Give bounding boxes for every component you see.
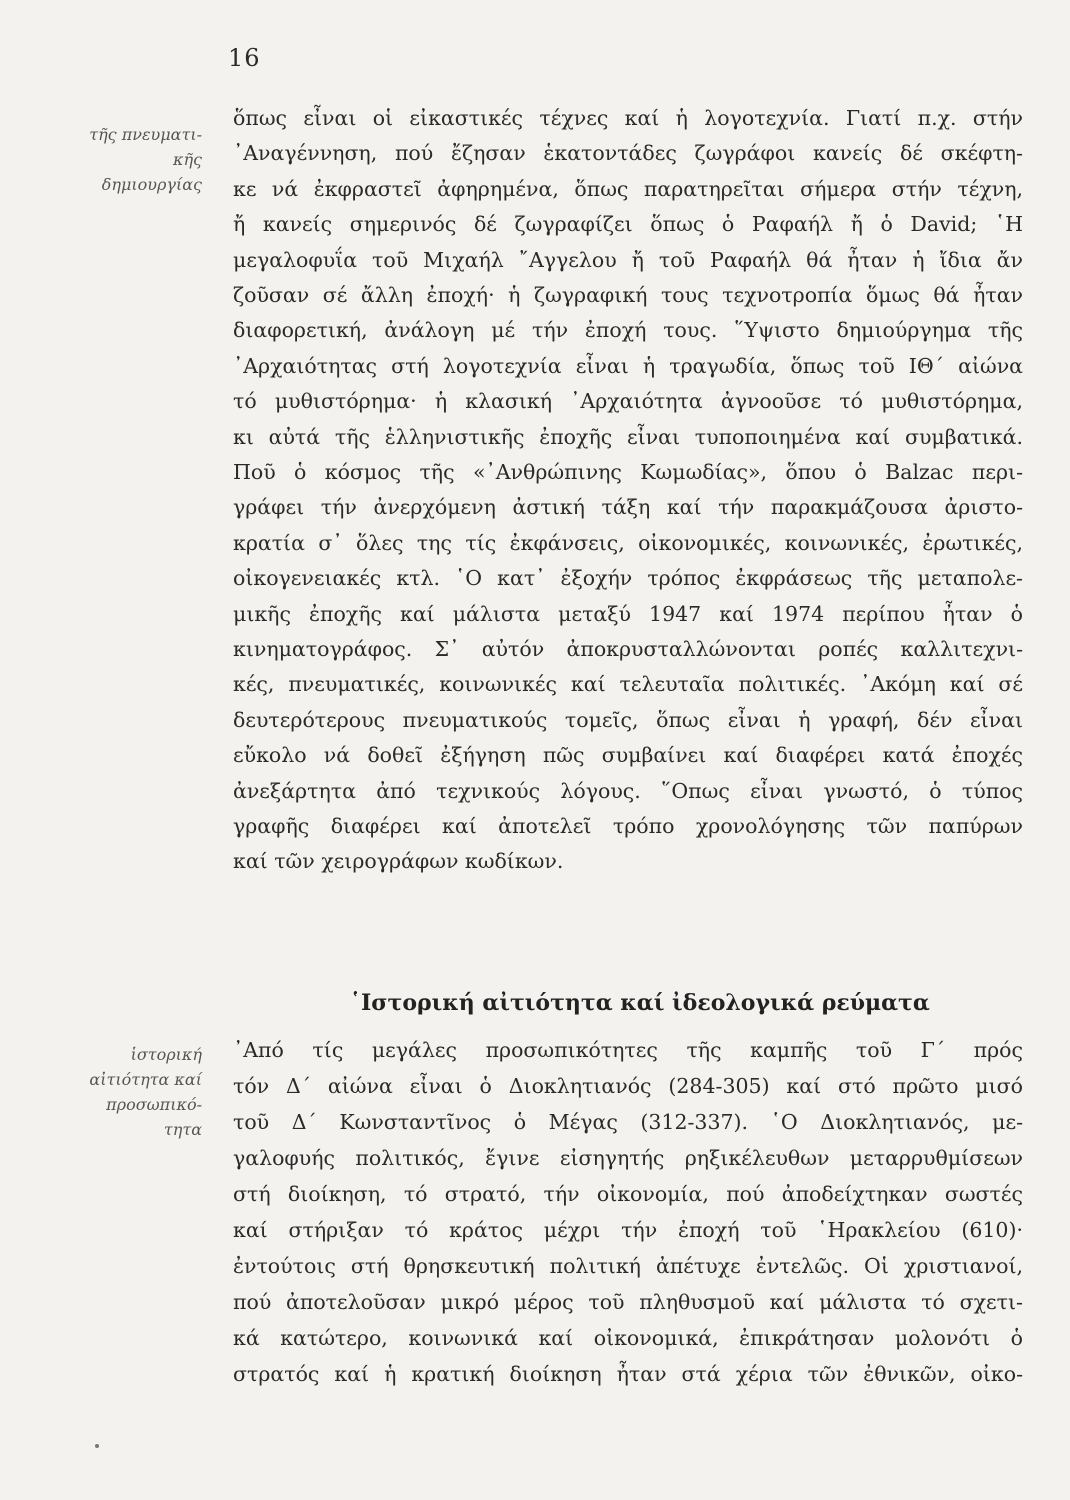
text-line: κινηματογράφος. Σ᾿ αὐτόν ἀποκρυσταλλώνονται ροπές καλλιτεχνι- bbox=[233, 637, 1023, 661]
margin-note-line: δημιουργίας bbox=[101, 175, 202, 194]
text-line: στρατός καί ἡ κρατική διοίκηση ἦταν στά χέρια τῶν ἐθνικῶν, οἰκο- bbox=[233, 1362, 1023, 1386]
margin-note-spiritual-creation bbox=[52, 122, 202, 197]
page-number: 16 bbox=[228, 44, 261, 72]
section-heading: ῾Ιστορική αἰτιότητα καί ἰδεολογικά ρεύματα bbox=[350, 990, 930, 1016]
text-line: ᾿Αρχαιότητας στή λογοτεχνία εἶναι ἡ τραγωδία, ὅπως τοῦ ΙΘ΄ αἰώνα bbox=[233, 353, 1023, 378]
text-line: κά κατώτερο, κοινωνικά καί οἰκονομικά, ἐπικράτησαν μολονότι ὁ bbox=[233, 1326, 1023, 1350]
text-line: Ποῦ ὁ κόσμος τῆς «᾿Ανθρώπινης Κωμωδίας», ὅπου ὁ Balzac περι- bbox=[233, 460, 1023, 484]
text-line: στή διοίκηση, τό στρατό, τήν οἰκονομία, πού ἀποδείχτηκαν σωστές bbox=[233, 1182, 1023, 1206]
margin-note-line: ἱστορική bbox=[130, 1045, 202, 1064]
margin-note-historical-causality bbox=[52, 1042, 202, 1142]
text-line: καί τῶν χειρογράφων κωδίκων. bbox=[233, 849, 564, 874]
text-line: πού ἀποτελοῦσαν μικρό μέρος τοῦ πληθυσμοῦ καί μάλιστα τό σχετι- bbox=[233, 1290, 1023, 1314]
print-speck bbox=[95, 1444, 99, 1448]
text-line: γράφει τήν ἀνερχόμενη ἀστική τάξη καί τήν παρακμάζουσα ἀριστο- bbox=[233, 495, 1023, 520]
text-line: ᾿Αναγέννηση, πού ἔζησαν ἑκατοντάδες ζωγράφοι κανείς δέ σκέφτη- bbox=[233, 141, 1023, 166]
text-line: κές, πνευματικές, κοινωνικές καί τελευταῖα πολιτικές. ᾿Ακόμη καί σέ bbox=[233, 672, 1023, 697]
text-line: ἐντούτοις στή θρησκευτική πολιτική ἀπέτυχε ἐντελῶς. Οἱ χριστιανοί, bbox=[233, 1254, 1023, 1278]
text-line: τό μυθιστόρημα· ἡ κλασική ᾿Αρχαιότητα ἀγνοοῦσε τό μυθιστόρημα, bbox=[233, 389, 1023, 414]
text-line: κε νά ἐκφραστεῖ ἀφηρημένα, ὅπως παρατηρεῖται σήμερα στήν τέχνη, bbox=[233, 176, 1023, 201]
text-line: κρατία σ᾿ ὅλες της τίς ἐκφάνσεις, οἰκονομικές, κοινωνικές, ἐρωτικές, bbox=[233, 530, 1023, 555]
text-line: γαλοφυής πολιτικός, ἔγινε εἰσηγητής ρηξικέλευθων μεταρρυθμίσεων bbox=[233, 1146, 1023, 1170]
text-line: ζοῦσαν σέ ἄλλη ἐποχή· ἡ ζωγραφική τους τεχνοτροπία ὅμως θά ἦταν bbox=[233, 283, 1023, 307]
margin-note-line: προσωπικό- bbox=[106, 1095, 202, 1114]
text-line: μεγαλοφυΐα τοῦ Μιχαήλ ῎Αγγελου ἤ τοῦ Ραφαήλ θά ἦταν ἡ ἴδια ἄν bbox=[233, 247, 1023, 272]
text-line: ἤ κανείς σημερινός δέ ζωγραφίζει ὅπως ὁ Ραφαήλ ἤ ὁ David; ῾Η bbox=[233, 212, 1023, 237]
text-line: ὅπως εἶναι οἱ εἰκαστικές τέχνες καί ἡ λογοτεχνία. Γιατί π.χ. στήν bbox=[233, 106, 1023, 130]
text-line: τοῦ Δ΄ Κωνσταντῖνος ὁ Μέγας (312-337). ῾Ο Διοκλητιανός, με- bbox=[233, 1110, 1023, 1134]
text-line: οἰκογενειακές κτλ. ῾Ο κατ᾿ ἐξοχήν τρόπος ἐκφράσεως τῆς μεταπολε- bbox=[233, 566, 1023, 591]
margin-note-line: τῆς πνευματι- bbox=[89, 125, 202, 144]
text-line: ᾿Από τίς μεγάλες προσωπικότητες τῆς καμπῆς τοῦ Γ΄ πρός bbox=[233, 1038, 1023, 1062]
margin-note-line: αἰτιότητα καί bbox=[89, 1070, 202, 1089]
margin-note-line: κῆς bbox=[172, 150, 202, 169]
text-line: διαφορετική, ἀνάλογη μέ τήν ἐποχή τους. ῞Υψιστο δημιούργημα τῆς bbox=[233, 318, 1023, 343]
margin-note-line: τητα bbox=[163, 1120, 202, 1139]
text-line: γραφῆς διαφέρει καί ἀποτελεῖ τρόπο χρονολόγησης τῶν παπύρων bbox=[233, 814, 1023, 838]
text-line: καί στήριξαν τό κράτος μέχρι τήν ἐποχή τοῦ ῾Ηρακλείου (610)· bbox=[233, 1218, 1023, 1242]
text-line: ἀνεξάρτητα ἀπό τεχνικούς λόγους. ῞Οπως εἶναι γνωστό, ὁ τύπος bbox=[233, 778, 1023, 803]
text-line: τόν Δ΄ αἰώνα εἶναι ὁ Διοκλητιανός (284-305) καί στό πρῶτο μισό bbox=[233, 1074, 1023, 1098]
text-line: κι αὐτά τῆς ἑλληνιστικῆς ἐποχῆς εἶναι τυποποιημένα καί συμβατικά. bbox=[233, 424, 1023, 449]
text-line: μικῆς ἐποχῆς καί μάλιστα μεταξύ 1947 καί 1974 περίπου ἦταν ὁ bbox=[233, 601, 1023, 626]
text-line: εὔκολο νά δοθεῖ ἐξήγηση πῶς συμβαίνει καί διαφέρει κατά ἐποχές bbox=[233, 743, 1023, 768]
text-line: δευτερότερους πνευματικούς τομεῖς, ὅπως εἶναι ἡ γραφή, δέν εἶναι bbox=[233, 707, 1023, 732]
